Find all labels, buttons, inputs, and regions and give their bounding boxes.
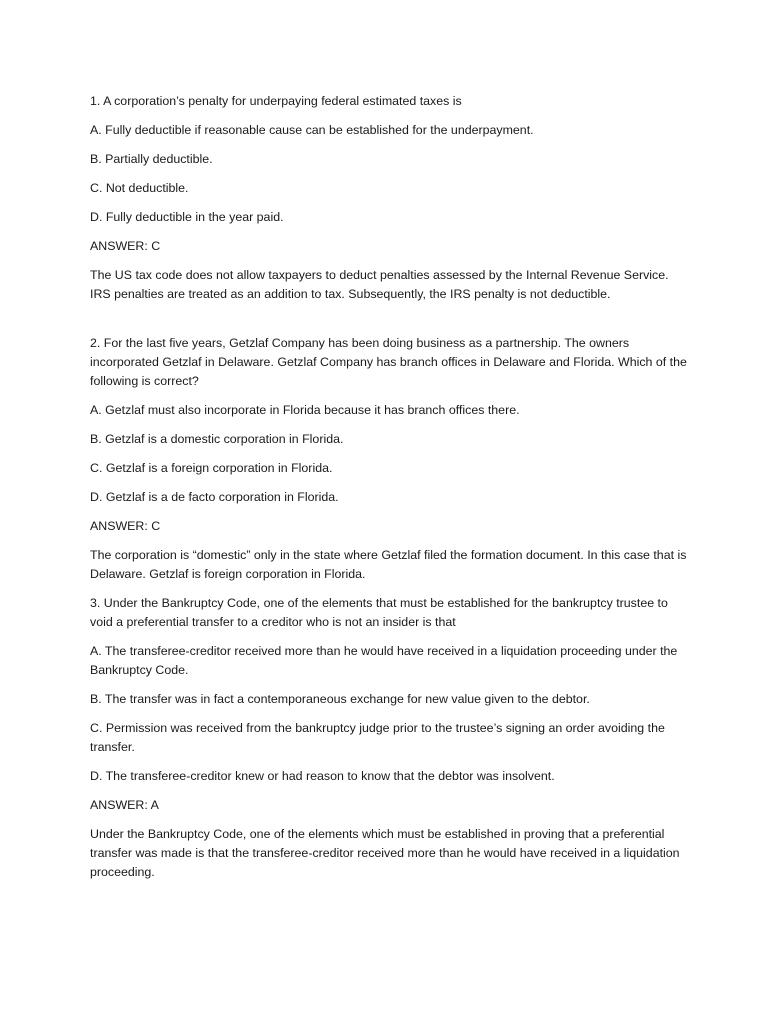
question-2-option-a: A. Getzlaf must also incorporate in Florida because it has branch offices there.	[90, 403, 520, 417]
question-3-prompt: 3. Under the Bankruptcy Code, one of the elements that must be established for the bankruptcy trustee to void a preferential transfer to a creditor who is not an insider is that	[90, 596, 668, 629]
question-2-option-b: B. Getzlaf is a domestic corporation in Florida.	[90, 432, 344, 446]
question-3-answer: ANSWER: A	[90, 798, 159, 812]
question-3-option-b: B. The transfer was in fact a contemporaneous exchange for new value given to the debtor.	[90, 692, 590, 706]
question-3-option-c: C. Permission was received from the bankruptcy judge prior to the trustee’s signing an order avoiding the transfer.	[90, 721, 665, 754]
question-1-option-b: B. Partially deductible.	[90, 152, 213, 166]
question-2-answer: ANSWER: C	[90, 519, 161, 533]
question-2-explanation: The corporation is “domestic” only in the state where Getzlaf filed the formation document. In this case that is Delaware. Getzlaf is foreign corporation in Florida.	[90, 548, 687, 581]
question-1-option-a: A. Fully deductible if reasonable cause can be established for the underpayment.	[90, 123, 534, 137]
document-body	[90, 92, 690, 892]
question-3-explanation: Under the Bankruptcy Code, one of the elements which must be established in proving that a preferential transfer was made is that the transferee-creditor received more than he would have received in a liquidation proceeding.	[90, 827, 680, 879]
question-3-option-d: D. The transferee-creditor knew or had reason to know that the debtor was insolvent.	[90, 769, 555, 783]
question-1-answer: ANSWER: C	[90, 239, 161, 253]
question-1-option-d: D. Fully deductible in the year paid.	[90, 210, 284, 224]
question-2-option-c: C. Getzlaf is a foreign corporation in Florida.	[90, 461, 333, 475]
question-1-explanation: The US tax code does not allow taxpayers to deduct penalties assessed by the Internal Revenue Service. IRS penalties are treated as an addition to tax. Subsequently, the IRS penalty is not deductible.	[90, 268, 669, 301]
spacer	[90, 314, 690, 334]
question-3-option-a: A. The transferee-creditor received more than he would have received in a liquidation proceeding under the Bankruptcy Code.	[90, 644, 678, 677]
question-1-option-c: C. Not deductible.	[90, 181, 189, 195]
question-1-prompt: 1. A corporation’s penalty for underpaying federal estimated taxes is	[90, 94, 462, 108]
question-2-option-d: D. Getzlaf is a de facto corporation in Florida.	[90, 490, 339, 504]
question-2-prompt: 2. For the last five years, Getzlaf Company has been doing business as a partnership. The owners incorporated Getzlaf in Delaware. Getzlaf Company has branch offices in Delaware and Florida. Which of the following is correct?	[90, 336, 687, 388]
